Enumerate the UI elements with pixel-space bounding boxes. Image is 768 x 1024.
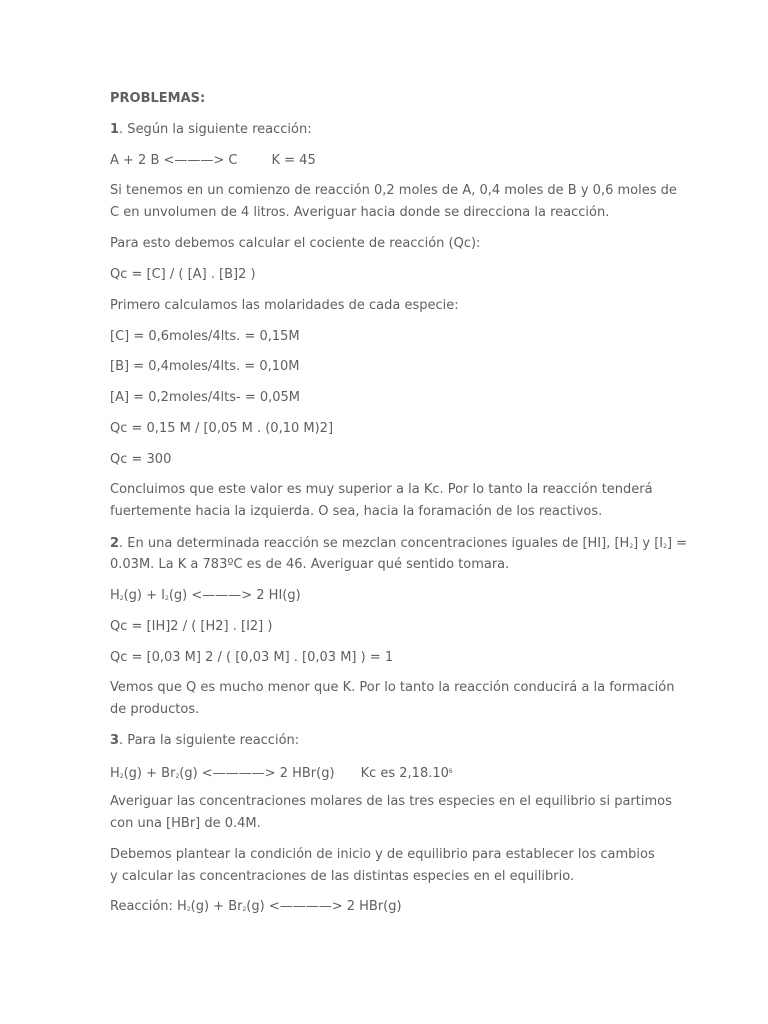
problem-3-intro: . Para la siguiente reacción: [119, 733, 300, 748]
problem-1-conclusion-line-1: Concluimos que este valor es muy superior a la Kc. Por lo tanto la reacción tenderá [110, 482, 653, 497]
problem-3-plan-line-1: Debemos plantear la condición de inicio y de equilibrio para establecer los cambios [110, 847, 655, 862]
problem-3-statement-line-2: con una [HBr] de 0.4M. [110, 816, 261, 831]
problem-3-rx-sub-2: 2 [175, 773, 180, 780]
problem-3-rx-h: H [110, 766, 120, 781]
problem-1-number: 1 [110, 122, 120, 137]
problem-2-text-a: . En una determinada reacción se mezclan concentraciones iguales de [HI], [H [119, 536, 630, 551]
problem-3-kc-exponent: 6 [448, 768, 453, 775]
problem-3-reaction-2 [110, 899, 402, 918]
problem-1-molar-intro: Primero calculamos las molaridades de cada especie: [110, 298, 459, 313]
problem-1-qc-result: Qc = 300 [110, 452, 172, 467]
problem-2-statement-line-1 [110, 536, 687, 555]
problem-2-qc-substitution: Qc = [0,03 M] 2 / ( [0,03 M] . [0,03 M] ) = 1 [110, 650, 394, 665]
page-title: PROBLEMAS: [110, 91, 206, 106]
problem-3-rx-end: (g) <————> 2 HBr(g) [179, 766, 335, 781]
problem-3-heading [110, 733, 299, 749]
problem-1-molar-a: [A] = 0,2moles/4lts- = 0,05M [110, 390, 301, 405]
problem-2-statement-line-2: 0.03M. La K a 783ºC es de 46. Averiguar qué sentido tomara. [110, 557, 510, 572]
problem-1-molar-c: [C] = 0,6moles/4lts. = 0,15M [110, 329, 300, 344]
problem-2-text-b: ] y [I [633, 536, 664, 551]
problem-2-sub-a: 2 [629, 543, 634, 550]
problem-3-rx2-sub-1: 2 [186, 906, 191, 913]
problem-1-qc-formula: Qc = [C] / ( [A] . [B]2 ) [110, 267, 256, 282]
problem-3-rx-mid: (g) + Br [123, 766, 176, 781]
problem-1-calc-intro: Para esto debemos calcular el cociente de reacción (Qc): [110, 236, 481, 251]
problem-3-reaction [110, 764, 453, 785]
problem-2-rx-sub-2: 2 [165, 595, 169, 602]
problem-3-kc: Kc es 2,18.10 [360, 766, 449, 781]
problem-2-rx-h: H [110, 588, 120, 603]
problem-1-statement-line-2: C en unvolumen de 4 litros. Averiguar hacia donde se direcciona la reacción. [110, 205, 610, 220]
problem-2-sub-b: 2 [663, 543, 667, 550]
problem-2-reaction [110, 588, 301, 607]
problem-1-heading [110, 122, 312, 138]
problem-2-rx-mid: (g) + I [123, 588, 165, 603]
problem-3-rx2-mid: (g) + Br [190, 899, 243, 914]
problem-3-rx2-sub-2: 2 [242, 906, 247, 913]
problem-3-rx2-a: Reacción: H [110, 899, 187, 914]
problem-1-reaction [110, 153, 316, 169]
problem-1-intro: . Según la siguiente reacción: [119, 122, 312, 137]
problem-1-statement-line-1: Si tenemos en un comienzo de reacción 0,2 moles de A, 0,4 moles de B y 0,6 moles de [110, 183, 677, 198]
problem-2-number: 2 [110, 536, 120, 551]
problem-1-molar-b: [B] = 0,4moles/4lts. = 0,10M [110, 359, 300, 374]
problem-3-plan-line-2: y calcular las concentraciones de las distintas especies en el equilibrio. [110, 869, 575, 884]
problem-2-conclusion-line-1: Vemos que Q es mucho menor que K. Por lo tanto la reacción conducirá a la formación [110, 680, 675, 695]
problem-1-reaction-k: K = 45 [271, 153, 316, 168]
problem-1-reaction-equation: A + 2 B <———> C [110, 153, 238, 168]
problem-2-qc-formula: Qc = [IH]2 / ( [H2] . [I2] ) [110, 619, 273, 634]
problem-2-rx-sub-1: 2 [119, 595, 124, 602]
problem-1-qc-substitution: Qc = 0,15 M / [0,05 M . (0,10 M)2] [110, 421, 334, 436]
problem-2-text-c: ] = [666, 536, 688, 551]
problem-1-conclusion-line-2: fuertemente hacia la izquierda. O sea, hacia la foramación de los reactivos. [110, 504, 603, 519]
problem-3-number: 3 [110, 733, 120, 748]
problem-3-statement-line-1: Averiguar las concentraciones molares de las tres especies en el equilibrio si partimos [110, 794, 672, 809]
problem-2-conclusion-line-2: de productos. [110, 702, 200, 717]
problem-2-rx-end: (g) <———> 2 HI(g) [168, 588, 301, 603]
problem-3-rx2-end: (g) <————> 2 HBr(g) [246, 899, 402, 914]
problem-3-rx-sub-1: 2 [119, 773, 124, 780]
